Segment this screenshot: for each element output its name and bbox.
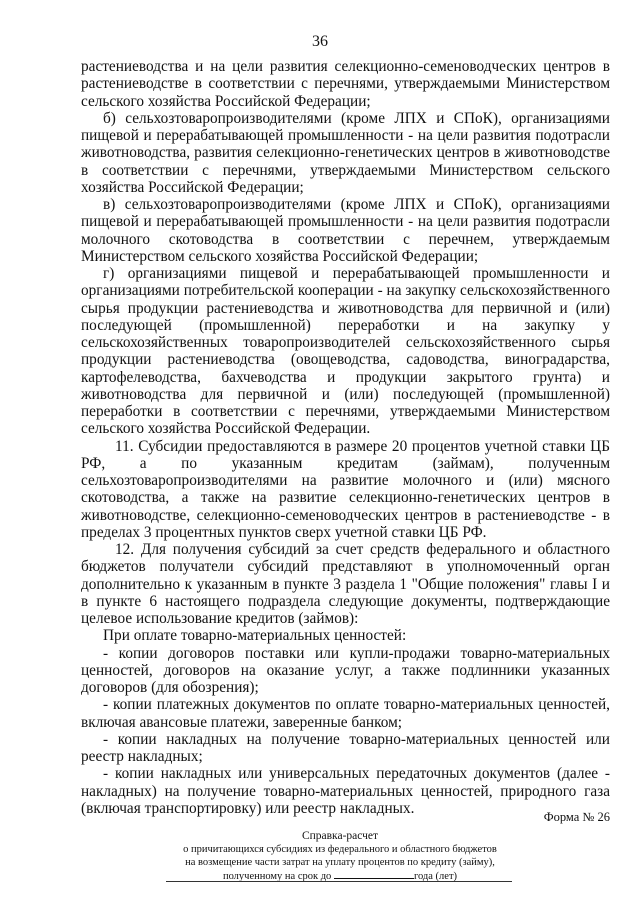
form-divider-line xyxy=(166,881,512,882)
form-subtitle-line-2: на возмещение части затрат на уплату процентов по кредиту (займу), xyxy=(185,857,495,868)
paragraph-continuation: растениеводства и на цели развития селекционно-семеноводческих центров в растениеводстве в соответствии с перечнями, утверждаемыми Министерством сельского хозяйства Российской Федерации; xyxy=(81,58,610,110)
list-item-payment-docs: - копии платежных документов по оплате товарно-материальных ценностей, включая авансовые платежи, заверенные банком; xyxy=(81,696,610,731)
paragraph-item-v: в) сельхозтоваропроизводителями (кроме ЛПХ и СПоК), организациями пищевой и перерабатывающей промышленности - на цели развития подотрасли молочного скотоводства в соответствии с перечнем, утверждаемым Министерством сельского хозяйства Российской Федерации; xyxy=(81,196,610,265)
list-item-invoices: - копии накладных на получение товарно-материальных ценностей или реестр накладных; xyxy=(81,730,610,765)
paragraph-item-g: г) организациями пищевой и перерабатывающей промышленности и организациями потребительской кооперации - на закупку сельскохозяйственного сырья продукции растениеводства и животноводства для первичной и (или) последующей (промышленной) переработки и на закупку у сельскохозяйственных товаропроизводителей сельскохозяйственного сырья продукции растениеводства (овощеводства, садоводства, виноградарства, картофелеводства, бахчеводства и продукции закрытого грунта) и животноводства для первичной и (или) последующей (промышленной) переработки в соответствии с перечнями, утверждаемыми Министерством сельского хозяйства Российской Федерации. xyxy=(81,265,610,438)
form-header xyxy=(150,830,530,883)
list-item-transfer-docs: - копии накладных или универсальных передаточных документов (далее - накладных) на получение товарно-материальных ценностей, природного газа (включая транспортировку) или реестр накладных. xyxy=(81,765,610,817)
paragraph-clause-12: 12. Для получения субсидий за счет средств федерального и областного бюджетов получатели субсидий представляют в уполномоченный орган дополнительно к указанным в пункте 3 раздела 1 "Общие положения" главы I и в пункте 6 настоящего подраздела следующие документы, подтверждающие целевое использование кредитов (займов): xyxy=(81,541,610,627)
term-suffix: года (лет) xyxy=(413,871,458,882)
term-blank-field xyxy=(334,869,414,879)
paragraph-clause-11: 11. Субсидии предоставляются в размере 20 процентов учетной ставки ЦБ РФ, а по указанным кредитам (займам), полученным сельхозтоваропроизводителями на развитие молочного и (или) мясного скотоводства, а также на развитие селекционно-генетических центров в животноводстве, селекционно-семеноводческих центров в растениеводстве - в пределах 3 процентных пунктов сверх учетной ставки ЦБ РФ. xyxy=(81,437,610,541)
paragraph-item-b: б) сельхозтоваропроизводителями (кроме ЛПХ и СПоК), организациями пищевой и перерабатывающей промышленности - на цели развития подотрасли животноводства, развития селекционно-генетических центров в животноводстве в соответствии с перечнями, утверждаемыми Министерством сельского хозяйства Российской Федерации; xyxy=(81,109,610,196)
term-prefix: полученному на срок до xyxy=(222,871,332,882)
form-title: Справка-расчет xyxy=(301,830,379,842)
document-body xyxy=(81,58,610,817)
list-item-contracts: - копии договоров поставки или купли-продажи товарно-материальных ценностей, договоров на оказание услуг, а также подлинники указанных договоров (для обозрения); xyxy=(81,644,610,696)
page-number: 36 xyxy=(312,33,328,50)
form-number-label: Форма № 26 xyxy=(543,810,610,824)
form-subtitle-line-1: о причитающихся субсидиях из федерального и областного бюджетов xyxy=(183,844,497,855)
paragraph-payment-heading: При оплате товарно-материальных ценностей: xyxy=(103,627,407,645)
